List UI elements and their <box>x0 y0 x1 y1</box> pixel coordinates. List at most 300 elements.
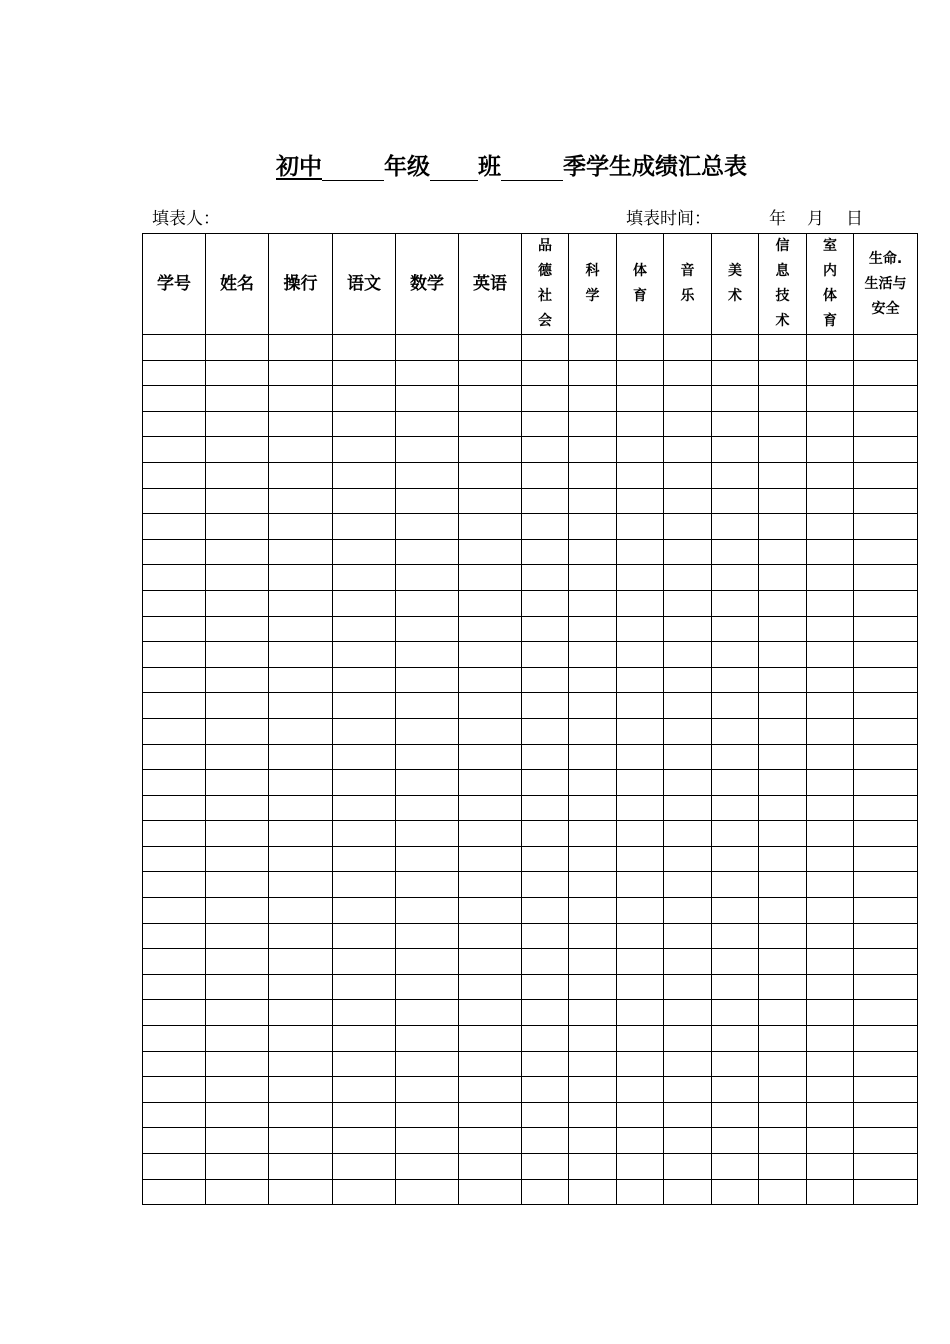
table-cell[interactable] <box>459 795 522 821</box>
table-cell[interactable] <box>617 1000 664 1026</box>
table-cell[interactable] <box>759 437 807 463</box>
table-cell[interactable] <box>664 872 712 898</box>
table-cell[interactable] <box>333 539 396 565</box>
table-cell[interactable] <box>807 795 854 821</box>
table-cell[interactable] <box>396 616 459 642</box>
table-cell[interactable] <box>617 1077 664 1103</box>
table-cell[interactable] <box>712 386 759 412</box>
table-cell[interactable] <box>712 1077 759 1103</box>
table-cell[interactable] <box>459 462 522 488</box>
table-cell[interactable] <box>522 923 569 949</box>
table-cell[interactable] <box>617 616 664 642</box>
table-cell[interactable] <box>459 437 522 463</box>
table-cell[interactable] <box>143 411 206 437</box>
table-cell[interactable] <box>206 1128 269 1154</box>
table-cell[interactable] <box>206 539 269 565</box>
table-cell[interactable] <box>759 744 807 770</box>
table-cell[interactable] <box>759 590 807 616</box>
table-cell[interactable] <box>459 1154 522 1180</box>
table-cell[interactable] <box>664 1051 712 1077</box>
table-cell[interactable] <box>143 1000 206 1026</box>
table-cell[interactable] <box>206 949 269 975</box>
table-cell[interactable] <box>333 488 396 514</box>
table-cell[interactable] <box>712 1026 759 1052</box>
table-cell[interactable] <box>759 1000 807 1026</box>
table-cell[interactable] <box>143 949 206 975</box>
table-cell[interactable] <box>664 462 712 488</box>
table-cell[interactable] <box>333 1026 396 1052</box>
table-cell[interactable] <box>569 846 617 872</box>
table-cell[interactable] <box>206 718 269 744</box>
table-cell[interactable] <box>269 437 333 463</box>
table-cell[interactable] <box>522 744 569 770</box>
table-cell[interactable] <box>206 1077 269 1103</box>
table-cell[interactable] <box>459 974 522 1000</box>
table-cell[interactable] <box>269 488 333 514</box>
table-cell[interactable] <box>143 872 206 898</box>
table-cell[interactable] <box>522 590 569 616</box>
table-cell[interactable] <box>854 949 918 975</box>
table-cell[interactable] <box>664 770 712 796</box>
table-cell[interactable] <box>143 488 206 514</box>
table-cell[interactable] <box>459 514 522 540</box>
table-cell[interactable] <box>269 872 333 898</box>
table-cell[interactable] <box>854 360 918 386</box>
table-cell[interactable] <box>459 872 522 898</box>
table-cell[interactable] <box>206 667 269 693</box>
table-cell[interactable] <box>807 1179 854 1205</box>
table-cell[interactable] <box>759 923 807 949</box>
table-cell[interactable] <box>712 616 759 642</box>
table-cell[interactable] <box>712 488 759 514</box>
table-cell[interactable] <box>333 437 396 463</box>
table-cell[interactable] <box>759 821 807 847</box>
table-cell[interactable] <box>759 667 807 693</box>
table-cell[interactable] <box>807 539 854 565</box>
table-cell[interactable] <box>269 974 333 1000</box>
table-cell[interactable] <box>617 974 664 1000</box>
table-cell[interactable] <box>712 462 759 488</box>
table-cell[interactable] <box>712 437 759 463</box>
table-cell[interactable] <box>569 590 617 616</box>
table-cell[interactable] <box>206 1179 269 1205</box>
table-cell[interactable] <box>759 718 807 744</box>
table-cell[interactable] <box>664 411 712 437</box>
table-cell[interactable] <box>396 974 459 1000</box>
table-cell[interactable] <box>664 974 712 1000</box>
table-cell[interactable] <box>459 770 522 796</box>
table-cell[interactable] <box>522 1128 569 1154</box>
table-cell[interactable] <box>333 335 396 361</box>
table-cell[interactable] <box>522 821 569 847</box>
table-cell[interactable] <box>522 872 569 898</box>
table-cell[interactable] <box>664 1077 712 1103</box>
table-cell[interactable] <box>617 846 664 872</box>
table-cell[interactable] <box>459 386 522 412</box>
table-cell[interactable] <box>712 1154 759 1180</box>
table-cell[interactable] <box>664 488 712 514</box>
table-cell[interactable] <box>522 1179 569 1205</box>
table-cell[interactable] <box>396 949 459 975</box>
table-cell[interactable] <box>664 335 712 361</box>
table-cell[interactable] <box>522 360 569 386</box>
table-cell[interactable] <box>459 539 522 565</box>
table-cell[interactable] <box>396 846 459 872</box>
table-cell[interactable] <box>333 1179 396 1205</box>
table-cell[interactable] <box>807 514 854 540</box>
table-cell[interactable] <box>807 335 854 361</box>
table-cell[interactable] <box>854 795 918 821</box>
table-cell[interactable] <box>522 616 569 642</box>
table-cell[interactable] <box>333 795 396 821</box>
table-cell[interactable] <box>569 514 617 540</box>
table-cell[interactable] <box>459 590 522 616</box>
table-cell[interactable] <box>617 693 664 719</box>
table-cell[interactable] <box>807 898 854 924</box>
table-cell[interactable] <box>396 923 459 949</box>
table-cell[interactable] <box>459 642 522 668</box>
table-cell[interactable] <box>569 1051 617 1077</box>
table-cell[interactable] <box>759 1179 807 1205</box>
table-cell[interactable] <box>569 667 617 693</box>
table-cell[interactable] <box>396 539 459 565</box>
table-cell[interactable] <box>143 795 206 821</box>
table-cell[interactable] <box>569 335 617 361</box>
table-cell[interactable] <box>459 488 522 514</box>
table-cell[interactable] <box>206 1026 269 1052</box>
table-cell[interactable] <box>396 642 459 668</box>
table-cell[interactable] <box>522 1077 569 1103</box>
table-cell[interactable] <box>854 846 918 872</box>
table-cell[interactable] <box>569 872 617 898</box>
table-cell[interactable] <box>664 1026 712 1052</box>
table-cell[interactable] <box>206 1000 269 1026</box>
table-cell[interactable] <box>712 718 759 744</box>
table-cell[interactable] <box>269 923 333 949</box>
table-cell[interactable] <box>854 437 918 463</box>
table-cell[interactable] <box>664 846 712 872</box>
table-cell[interactable] <box>569 539 617 565</box>
table-cell[interactable] <box>333 360 396 386</box>
table-cell[interactable] <box>617 360 664 386</box>
table-cell[interactable] <box>569 821 617 847</box>
table-cell[interactable] <box>807 616 854 642</box>
table-cell[interactable] <box>143 821 206 847</box>
table-cell[interactable] <box>269 795 333 821</box>
table-cell[interactable] <box>396 898 459 924</box>
table-cell[interactable] <box>269 667 333 693</box>
table-cell[interactable] <box>664 360 712 386</box>
table-cell[interactable] <box>854 488 918 514</box>
table-cell[interactable] <box>807 667 854 693</box>
table-cell[interactable] <box>269 1128 333 1154</box>
table-cell[interactable] <box>143 744 206 770</box>
table-cell[interactable] <box>269 335 333 361</box>
table-cell[interactable] <box>712 693 759 719</box>
table-cell[interactable] <box>396 770 459 796</box>
table-cell[interactable] <box>269 462 333 488</box>
table-cell[interactable] <box>333 1128 396 1154</box>
table-cell[interactable] <box>759 642 807 668</box>
table-cell[interactable] <box>759 1051 807 1077</box>
table-cell[interactable] <box>269 1154 333 1180</box>
table-cell[interactable] <box>807 846 854 872</box>
table-cell[interactable] <box>333 898 396 924</box>
table-cell[interactable] <box>206 462 269 488</box>
table-cell[interactable] <box>206 386 269 412</box>
table-cell[interactable] <box>143 718 206 744</box>
table-cell[interactable] <box>712 1051 759 1077</box>
table-cell[interactable] <box>854 1051 918 1077</box>
table-cell[interactable] <box>807 488 854 514</box>
table-cell[interactable] <box>759 386 807 412</box>
table-cell[interactable] <box>269 693 333 719</box>
table-cell[interactable] <box>143 360 206 386</box>
table-cell[interactable] <box>807 386 854 412</box>
table-cell[interactable] <box>664 514 712 540</box>
table-cell[interactable] <box>569 1128 617 1154</box>
table-cell[interactable] <box>617 1102 664 1128</box>
table-cell[interactable] <box>459 846 522 872</box>
table-cell[interactable] <box>522 462 569 488</box>
table-cell[interactable] <box>396 872 459 898</box>
table-cell[interactable] <box>333 1077 396 1103</box>
table-cell[interactable] <box>333 462 396 488</box>
table-cell[interactable] <box>206 616 269 642</box>
table-cell[interactable] <box>522 565 569 591</box>
table-cell[interactable] <box>269 642 333 668</box>
table-cell[interactable] <box>333 590 396 616</box>
table-cell[interactable] <box>206 565 269 591</box>
table-cell[interactable] <box>143 1077 206 1103</box>
table-cell[interactable] <box>333 949 396 975</box>
table-cell[interactable] <box>269 1077 333 1103</box>
table-cell[interactable] <box>617 1154 664 1180</box>
table-cell[interactable] <box>569 1102 617 1128</box>
table-cell[interactable] <box>617 1179 664 1205</box>
table-cell[interactable] <box>333 1102 396 1128</box>
table-cell[interactable] <box>569 616 617 642</box>
table-cell[interactable] <box>617 488 664 514</box>
table-cell[interactable] <box>664 386 712 412</box>
table-cell[interactable] <box>569 642 617 668</box>
table-cell[interactable] <box>617 872 664 898</box>
table-cell[interactable] <box>664 667 712 693</box>
table-cell[interactable] <box>333 821 396 847</box>
table-cell[interactable] <box>854 898 918 924</box>
table-cell[interactable] <box>569 744 617 770</box>
table-cell[interactable] <box>269 1102 333 1128</box>
table-cell[interactable] <box>396 590 459 616</box>
table-cell[interactable] <box>807 949 854 975</box>
table-cell[interactable] <box>569 411 617 437</box>
table-cell[interactable] <box>333 872 396 898</box>
table-cell[interactable] <box>522 795 569 821</box>
table-cell[interactable] <box>807 1000 854 1026</box>
table-cell[interactable] <box>854 923 918 949</box>
table-cell[interactable] <box>206 821 269 847</box>
table-cell[interactable] <box>522 1154 569 1180</box>
table-cell[interactable] <box>569 693 617 719</box>
table-cell[interactable] <box>759 846 807 872</box>
table-cell[interactable] <box>807 437 854 463</box>
table-cell[interactable] <box>854 693 918 719</box>
table-cell[interactable] <box>664 1128 712 1154</box>
table-cell[interactable] <box>712 744 759 770</box>
table-cell[interactable] <box>269 616 333 642</box>
table-cell[interactable] <box>522 949 569 975</box>
table-cell[interactable] <box>522 539 569 565</box>
table-cell[interactable] <box>807 1026 854 1052</box>
table-cell[interactable] <box>807 1128 854 1154</box>
table-cell[interactable] <box>569 974 617 1000</box>
table-cell[interactable] <box>807 1154 854 1180</box>
table-cell[interactable] <box>143 1026 206 1052</box>
table-cell[interactable] <box>617 590 664 616</box>
table-cell[interactable] <box>664 437 712 463</box>
table-cell[interactable] <box>759 1128 807 1154</box>
table-cell[interactable] <box>459 335 522 361</box>
table-cell[interactable] <box>664 1000 712 1026</box>
table-cell[interactable] <box>333 923 396 949</box>
table-cell[interactable] <box>143 514 206 540</box>
table-cell[interactable] <box>664 898 712 924</box>
table-cell[interactable] <box>143 898 206 924</box>
table-cell[interactable] <box>807 462 854 488</box>
table-cell[interactable] <box>759 898 807 924</box>
table-cell[interactable] <box>269 1051 333 1077</box>
table-cell[interactable] <box>333 1051 396 1077</box>
table-cell[interactable] <box>333 693 396 719</box>
table-cell[interactable] <box>854 514 918 540</box>
table-cell[interactable] <box>333 1000 396 1026</box>
table-cell[interactable] <box>459 744 522 770</box>
table-cell[interactable] <box>522 1051 569 1077</box>
table-cell[interactable] <box>854 770 918 796</box>
table-cell[interactable] <box>522 846 569 872</box>
table-cell[interactable] <box>206 411 269 437</box>
table-cell[interactable] <box>206 898 269 924</box>
table-cell[interactable] <box>854 1102 918 1128</box>
table-cell[interactable] <box>759 360 807 386</box>
table-cell[interactable] <box>143 846 206 872</box>
table-cell[interactable] <box>854 1154 918 1180</box>
table-cell[interactable] <box>854 386 918 412</box>
table-cell[interactable] <box>712 872 759 898</box>
table-cell[interactable] <box>569 1077 617 1103</box>
table-cell[interactable] <box>522 718 569 744</box>
table-cell[interactable] <box>569 360 617 386</box>
table-cell[interactable] <box>617 1128 664 1154</box>
table-cell[interactable] <box>854 1128 918 1154</box>
table-cell[interactable] <box>569 898 617 924</box>
table-cell[interactable] <box>759 514 807 540</box>
table-cell[interactable] <box>759 539 807 565</box>
table-cell[interactable] <box>396 821 459 847</box>
table-cell[interactable] <box>269 846 333 872</box>
table-cell[interactable] <box>143 590 206 616</box>
table-cell[interactable] <box>522 974 569 1000</box>
table-cell[interactable] <box>807 923 854 949</box>
table-cell[interactable] <box>807 1102 854 1128</box>
table-cell[interactable] <box>143 386 206 412</box>
table-cell[interactable] <box>617 386 664 412</box>
table-cell[interactable] <box>854 1026 918 1052</box>
table-cell[interactable] <box>712 335 759 361</box>
table-cell[interactable] <box>712 565 759 591</box>
table-cell[interactable] <box>459 360 522 386</box>
table-cell[interactable] <box>206 923 269 949</box>
table-cell[interactable] <box>269 539 333 565</box>
table-cell[interactable] <box>759 462 807 488</box>
table-cell[interactable] <box>333 616 396 642</box>
table-cell[interactable] <box>333 386 396 412</box>
table-cell[interactable] <box>269 1026 333 1052</box>
table-cell[interactable] <box>759 693 807 719</box>
table-cell[interactable] <box>807 590 854 616</box>
table-cell[interactable] <box>143 770 206 796</box>
table-cell[interactable] <box>396 718 459 744</box>
table-cell[interactable] <box>569 1026 617 1052</box>
table-cell[interactable] <box>569 437 617 463</box>
table-cell[interactable] <box>569 565 617 591</box>
table-cell[interactable] <box>664 642 712 668</box>
table-cell[interactable] <box>396 462 459 488</box>
table-cell[interactable] <box>459 1077 522 1103</box>
table-cell[interactable] <box>143 1154 206 1180</box>
table-cell[interactable] <box>664 821 712 847</box>
table-cell[interactable] <box>269 718 333 744</box>
table-cell[interactable] <box>569 462 617 488</box>
table-cell[interactable] <box>712 360 759 386</box>
table-cell[interactable] <box>522 488 569 514</box>
table-cell[interactable] <box>459 667 522 693</box>
table-cell[interactable] <box>569 795 617 821</box>
table-cell[interactable] <box>569 1179 617 1205</box>
table-cell[interactable] <box>206 360 269 386</box>
table-cell[interactable] <box>269 514 333 540</box>
table-cell[interactable] <box>143 539 206 565</box>
table-cell[interactable] <box>807 1051 854 1077</box>
table-cell[interactable] <box>143 335 206 361</box>
table-cell[interactable] <box>459 1128 522 1154</box>
table-cell[interactable] <box>664 1102 712 1128</box>
table-cell[interactable] <box>143 1051 206 1077</box>
table-cell[interactable] <box>807 411 854 437</box>
table-cell[interactable] <box>333 1154 396 1180</box>
table-cell[interactable] <box>759 795 807 821</box>
table-cell[interactable] <box>396 1026 459 1052</box>
table-cell[interactable] <box>459 616 522 642</box>
table-cell[interactable] <box>396 1128 459 1154</box>
table-cell[interactable] <box>333 642 396 668</box>
table-cell[interactable] <box>269 1000 333 1026</box>
table-cell[interactable] <box>664 949 712 975</box>
table-cell[interactable] <box>712 1102 759 1128</box>
table-cell[interactable] <box>854 1179 918 1205</box>
table-cell[interactable] <box>854 744 918 770</box>
table-cell[interactable] <box>143 437 206 463</box>
table-cell[interactable] <box>143 565 206 591</box>
table-cell[interactable] <box>396 1154 459 1180</box>
table-cell[interactable] <box>617 539 664 565</box>
table-cell[interactable] <box>854 462 918 488</box>
table-cell[interactable] <box>712 411 759 437</box>
table-cell[interactable] <box>854 565 918 591</box>
table-cell[interactable] <box>269 411 333 437</box>
table-cell[interactable] <box>759 974 807 1000</box>
table-cell[interactable] <box>333 565 396 591</box>
